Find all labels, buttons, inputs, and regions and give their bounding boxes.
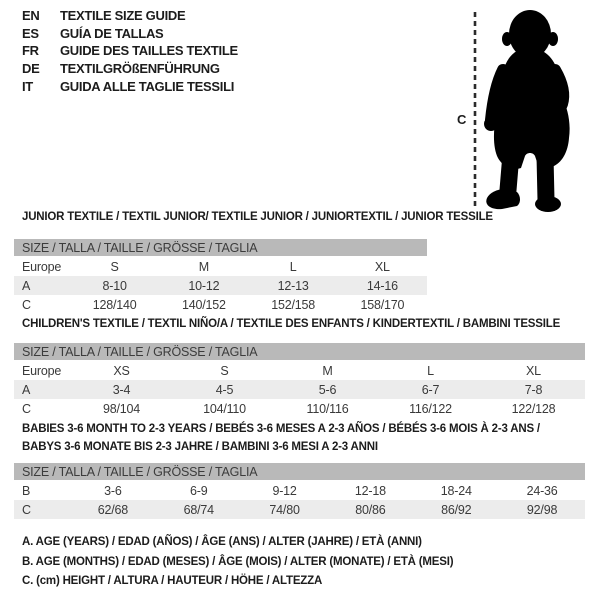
size-cell: 140/152 xyxy=(181,297,226,312)
size-cell: 86/92 xyxy=(413,500,499,519)
size-cell: 110/116 xyxy=(306,401,349,416)
junior-size-table xyxy=(14,239,427,314)
language-row xyxy=(22,25,238,43)
row-label: C xyxy=(22,297,31,312)
size-cell: 98/104 xyxy=(102,401,141,416)
table-row xyxy=(14,399,585,418)
size-cell: 116/122 xyxy=(409,401,452,416)
language-row xyxy=(22,60,238,78)
row-label: A xyxy=(14,380,70,399)
size-cell: 4-5 xyxy=(173,380,276,399)
size-cell: S xyxy=(220,364,229,378)
size-cell: 62/68 xyxy=(70,500,156,519)
size-cell: 10-12 xyxy=(159,276,248,295)
size-cell: XS xyxy=(113,364,130,378)
size-header-bar: SIZE / TALLA / TAILLE / GRÖSSE / TAGLIA xyxy=(14,343,585,361)
size-cell: 7-8 xyxy=(482,380,585,399)
language-row xyxy=(22,42,238,60)
table-row xyxy=(14,257,427,276)
size-cell: M xyxy=(198,260,209,274)
guide-title-en: TEXTILE SIZE GUIDE xyxy=(60,8,186,24)
size-cell: 24-36 xyxy=(526,484,558,498)
size-cell: 152/158 xyxy=(271,297,316,312)
legend-note-a: A. AGE (YEARS) / EDAD (AÑOS) / ÂGE (ANS) / ALTER (JAHRE) / ETÀ (ANNI) xyxy=(22,536,422,548)
size-cell: 8-10 xyxy=(70,276,159,295)
table-row xyxy=(14,481,585,500)
legend-note-c: C. (cm) HEIGHT / ALTURA / HAUTEUR / HÖHE / ALTEZZA xyxy=(22,575,323,587)
size-cell: 3-6 xyxy=(104,484,122,498)
row-label: A xyxy=(14,276,70,295)
row-label: Europe xyxy=(22,260,62,274)
size-cell: 6-9 xyxy=(190,484,208,498)
language-code: ES xyxy=(22,25,39,41)
size-cell: 12-18 xyxy=(354,484,386,498)
language-row xyxy=(22,7,238,25)
size-cell: XL xyxy=(526,364,541,378)
language-code: IT xyxy=(22,78,33,94)
size-cell: 80/86 xyxy=(327,500,413,519)
table-row xyxy=(14,380,585,399)
size-cell: 92/98 xyxy=(499,500,585,519)
language-title-list xyxy=(22,7,238,95)
language-code: EN xyxy=(22,8,40,24)
table-row xyxy=(14,276,427,295)
size-cell: 128/140 xyxy=(92,297,137,312)
legend-note-b: B. AGE (MONTHS) / EDAD (MESES) / ÂGE (MOIS) / ALTER (MONATE) / ETÀ (MESI) xyxy=(22,555,454,568)
guide-title-it: GUIDA ALLE TAGLIE TESSILI xyxy=(60,78,235,94)
guide-title-fr: GUIDE DES TAILLES TEXTILE xyxy=(60,43,238,59)
size-cell: 74/80 xyxy=(242,500,328,519)
toddler-figure xyxy=(445,4,595,216)
size-cell: L xyxy=(289,260,297,274)
section-title-junior: JUNIOR TEXTILE / TEXTIL JUNIOR/ TEXTILE JUNIOR / JUNIORTEXTIL / JUNIOR TESSILE xyxy=(22,211,493,223)
size-header-bar: SIZE / TALLA / TAILLE / GRÖSSE / TAGLIA xyxy=(14,463,585,481)
guide-title-de: TEXTILGRÖßENFÜHRUNG xyxy=(60,61,220,77)
size-cell: M xyxy=(322,364,333,378)
size-cell: 18-24 xyxy=(440,484,472,498)
legend-notes xyxy=(22,533,453,592)
language-code: FR xyxy=(22,43,39,59)
size-cell: 12-13 xyxy=(249,276,338,295)
size-cell: 14-16 xyxy=(338,276,427,295)
babies-size-table xyxy=(14,463,585,519)
table-row xyxy=(14,361,585,380)
size-cell: 158/170 xyxy=(360,297,405,312)
table-row xyxy=(14,295,427,314)
size-cell: 104/110 xyxy=(203,401,246,416)
children-size-table xyxy=(14,343,585,418)
section-title-children: CHILDREN'S TEXTILE / TEXTIL NIÑO/A / TEXTILE DES ENFANTS / KINDERTEXTIL / BAMBINI TESSILE xyxy=(22,318,561,330)
size-cell: L xyxy=(427,364,434,378)
size-cell: 68/74 xyxy=(156,500,242,519)
row-label: C xyxy=(14,500,70,519)
size-cell: XL xyxy=(374,260,390,274)
row-label: B xyxy=(22,484,31,498)
size-cell: 122/128 xyxy=(511,401,556,416)
language-code: DE xyxy=(22,61,40,77)
guide-title-es: GUÍA DE TALLAS xyxy=(60,25,164,41)
size-cell: 9-12 xyxy=(272,484,297,498)
row-label: C xyxy=(22,401,31,416)
row-label: Europe xyxy=(22,364,62,378)
size-cell: 6-7 xyxy=(379,380,482,399)
table-row xyxy=(14,500,585,519)
size-cell: 3-4 xyxy=(70,380,173,399)
size-header-bar: SIZE / TALLA / TAILLE / GRÖSSE / TAGLIA xyxy=(14,239,427,257)
size-cell: S xyxy=(110,260,119,274)
height-measure-label: C xyxy=(457,112,467,127)
toddler-silhouette-icon xyxy=(484,10,570,212)
section-title-babies-line1: BABIES 3-6 MONTH TO 2-3 YEARS / BEBÉS 3-6 MESES A 2-3 AÑOS / BÉBÉS 3-6 MOIS À 2-3 ANS / xyxy=(22,423,540,435)
size-cell: 5-6 xyxy=(276,380,379,399)
language-row xyxy=(22,77,238,95)
section-title-babies-line2: BABYS 3-6 MONATE BIS 2-3 JAHRE / BAMBINI 3-6 MESI A 2-3 ANNI xyxy=(22,441,378,453)
